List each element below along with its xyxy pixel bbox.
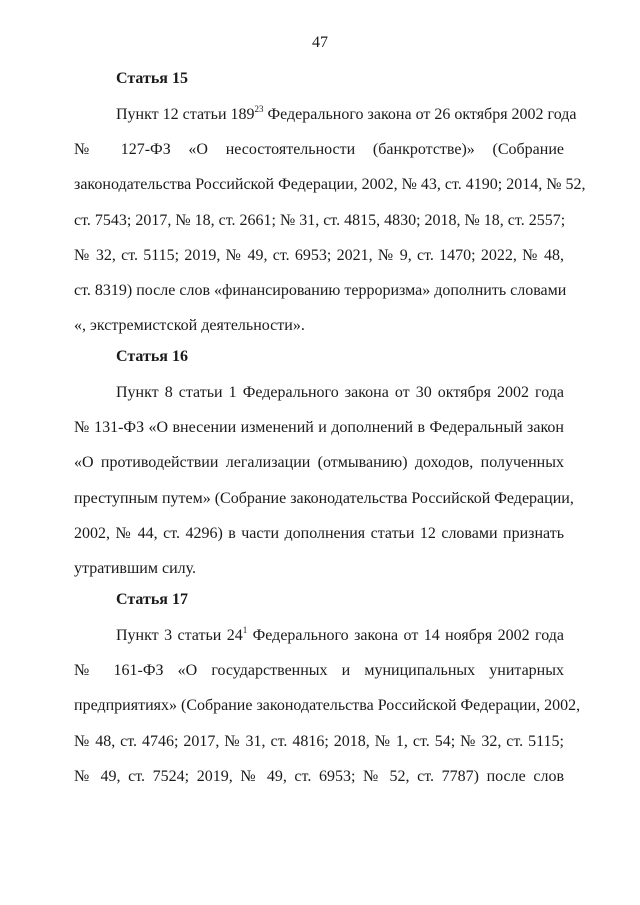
article-17-heading: Статья 17 (116, 591, 188, 608)
page-number: 47 (312, 34, 328, 51)
text-line: ст. 8319) после слов «финансированию терроризма» дополнить словами (74, 281, 567, 299)
text-line: «О противодействии легализации (отмыванию) доходов, полученных (74, 454, 564, 472)
text-line: предприятиях» (Собрание законодательства Российской Федерации, 2002, (74, 697, 581, 715)
article-17-text (74, 618, 581, 794)
text-line: законодательства Российской Федерации, 2002, № 43, ст. 4190; 2014, № 52, (74, 176, 586, 194)
article-16-heading: Статья 16 (116, 348, 188, 365)
text-line: № 161-ФЗ «О государственных и муниципальных унитарных (74, 662, 564, 680)
text-line: 2002, № 44, ст. 4296) в части дополнения статьи 12 словами признать (74, 524, 564, 542)
article-15-heading: Статья 15 (116, 70, 188, 87)
text-line: № 32, ст. 5115; 2019, № 49, ст. 6953; 2021, № 9, ст. 1470; 2022, № 48, (74, 246, 564, 264)
text-line: преступным путем» (Собрание законодательства Российской Федерации, (74, 489, 574, 507)
text-line: № 131-ФЗ «О внесении изменений и дополнений в Федеральный закон (74, 419, 564, 437)
text-line: № 49, ст. 7524; 2019, № 49, ст. 6953; № 52, ст. 7787) после слов (74, 767, 564, 785)
text-line: «, экстремистской деятельности». (74, 317, 305, 335)
text-line: № 48, ст. 4746; 2017, № 31, ст. 4816; 2018, № 1, ст. 54; № 32, ст. 5115; (74, 732, 564, 750)
article-16-text (74, 375, 574, 586)
text-line: Пункт 12 статьи $189^{23}$ Федерального закона от 26 октября 2002 года (116, 104, 577, 123)
article-15-text (74, 97, 586, 343)
superscript: 1 (242, 625, 248, 635)
text-line: утратившим силу. (74, 559, 197, 577)
text-line: Пункт 3 статьи $24^1$ Федерального закона от 14 ноября 2002 года (116, 625, 565, 644)
text-line: Пункт 8 статьи 1 Федерального закона от 30 октября 2002 года (116, 384, 564, 401)
text-line: ст. 7543; 2017, № 18, ст. 2661; № 31, ст. 4815, 4830; 2018, № 18, ст. 2557; (74, 211, 566, 229)
text-line: № 127-ФЗ «О несостоятельности (банкротстве)» (Собрание (74, 141, 564, 159)
superscript: 23 (254, 104, 264, 114)
